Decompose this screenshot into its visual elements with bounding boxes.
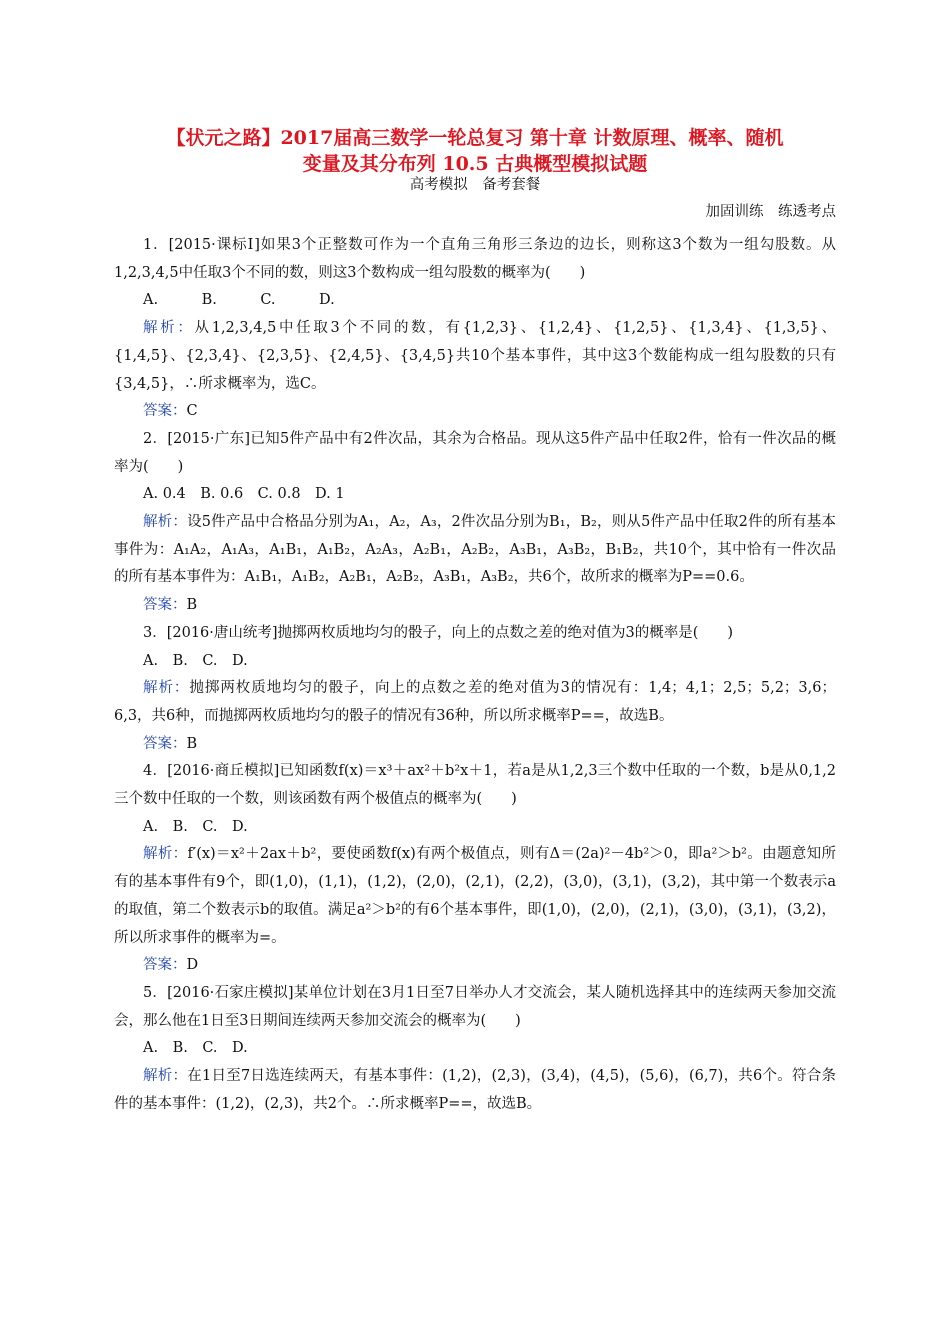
- answer-value: B: [186, 735, 198, 752]
- question-3-analysis: [114, 675, 836, 730]
- analysis-label: 解析：: [143, 1068, 188, 1085]
- question-4-stem: 4．[2016·商丘模拟]已知函数f(x)＝x³＋ax²＋b²x＋1，若a是从1,2,3三个数中任取的一个数，b是从0,1,2三个数中任取的一个数，则该函数有两个极值点的概率为( ): [114, 763, 836, 808]
- question-1-stem: 1．[2015·课标Ⅰ]如果3个正整数可作为一个直角三角形三条边的边长，则称这3个数为一组勾股数。从1,2,3,4,5中任取3个不同的数，则这3个数构成一组勾股数的概率为( ): [114, 237, 836, 281]
- analysis-text: 在1日至7日选连续两天，有基本事件：(1,2)，(2,3)，(3,4)，(4,5)，(5,6)，(6,7)，共6个。符合条件的基本事件：(1,2)，(2,3)，共2个。∴所求概率P==，故选B。: [114, 1068, 837, 1112]
- question-1-options: A. B. C. D.: [143, 292, 335, 309]
- question-2-options: A. 0.4 B. 0.6 C. 0.8 D. 1: [143, 486, 345, 503]
- question-5-stem: 5．[2016·石家庄模拟]某单位计划在3月1日至7日举办人才交流会，某人随机选择其中的连续两天参加交流会，那么他在1日至3日期间连续两天参加交流会的概率为( ): [114, 984, 836, 1029]
- question-3-stem: 3．[2016·唐山统考]抛掷两枚质地均匀的骰子，向上的点数之差的绝对值为3的概率是( ): [143, 624, 734, 641]
- answer-label: 答案：: [143, 735, 187, 752]
- section-note: 加固训练 练透考点: [705, 204, 836, 220]
- title-line-1: 【状元之路】2017届高三数学一轮总复习 第十章 计数原理、概率、随机: [166, 127, 784, 149]
- analysis-label: 解析：: [143, 514, 188, 531]
- subtitle: 高考模拟 备考套餐: [409, 177, 541, 193]
- question-2-analysis: [114, 509, 836, 592]
- question-1-answer: [114, 398, 836, 426]
- question-2-stem: 2．[2015·广东]已知5件产品中有2件次品，其余为合格品。现从这5件产品中任取2件，恰有一件次品的概率为( ): [114, 430, 836, 475]
- answer-label: 答案：: [143, 403, 187, 420]
- question-4-analysis: [114, 841, 836, 952]
- question-5-options: A. B. C. D.: [143, 1040, 248, 1057]
- answer-label: 答案：: [143, 597, 187, 614]
- answer-value: B: [186, 597, 198, 614]
- analysis-text: 从1,2,3,4,5中任取3个不同的数，有{1,2,3}、{1,2,4}、{1,2,5}、{1,3,4}、{1,3,5}、{1,4,5}、{2,3,4}、{2,3,5}、{2,4,5}、{3,4,5}共10个基本事件，其中这3个数能构成一组勾股数的只有{3,4,5}，∴所求概率为，选C。: [114, 320, 837, 392]
- question-3-answer: [114, 731, 836, 759]
- question-5-analysis: [114, 1063, 836, 1118]
- analysis-text: 设5件产品中合格品分别为A₁，A₂，A₃，2件次品分别为B₁，B₂，则从5件产品中任取2件的所有基本事件为：A₁A₂，A₁A₃，A₁B₁，A₁B₂，A₂A₃，A₂B₁，A₂B₂，A₃B₁，A₃B₂，B₁B₂，共10个，其中恰有一件次品的所有基本事件为：A₁B₁，A₁B₂，A₂B₁，A₂B₂，A₃B₁，A₃B₂，共6个，故所求的概率为P==0.6。: [114, 514, 836, 586]
- answer-value: D: [186, 957, 199, 974]
- answer-value: C: [186, 403, 198, 420]
- question-3-options: A. B. C. D.: [143, 652, 248, 669]
- question-4-answer: [114, 952, 836, 980]
- analysis-label: 解析：: [143, 320, 195, 337]
- analysis-text: f′(x)＝x²＋2ax＋b²，要使函数f(x)有两个极值点，则有Δ＝(2a)²－4b²＞0，即a²＞b²。由题意知所有的基本事件有9个，即(1,0)，(1,1)，(1,2)，(2,0)，(2,1)，(2,2)，(3,0)，(3,1)，(3,2)，其中第一个数表示a的取值，第二个数表示b的取值。满足a²＞b²的有6个基本事件，即(1,0)，(2,0)，(2,1)，(3,0)，(3,1)，(3,2)，所以所求事件的概率为=。: [114, 846, 836, 946]
- answer-label: 答案：: [143, 957, 187, 974]
- analysis-label: 解析：: [143, 680, 190, 697]
- analysis-label: 解析：: [143, 846, 188, 863]
- question-1-analysis: [114, 315, 836, 398]
- question-2-answer: [114, 592, 836, 620]
- question-4-options: A. B. C. D.: [143, 818, 248, 835]
- analysis-text: 抛掷两枚质地均匀的骰子，向上的点数之差的绝对值为3的情况有：1,4；4,1；2,5；5,2；3,6；6,3，共6种，而抛掷两枚质地均匀的骰子的情况有36种，所以所求概率P==，故选B。: [114, 680, 836, 724]
- question-list: [114, 232, 836, 1119]
- title-line-2: 变量及其分布列 10.5 古典概型模拟试题: [302, 153, 648, 175]
